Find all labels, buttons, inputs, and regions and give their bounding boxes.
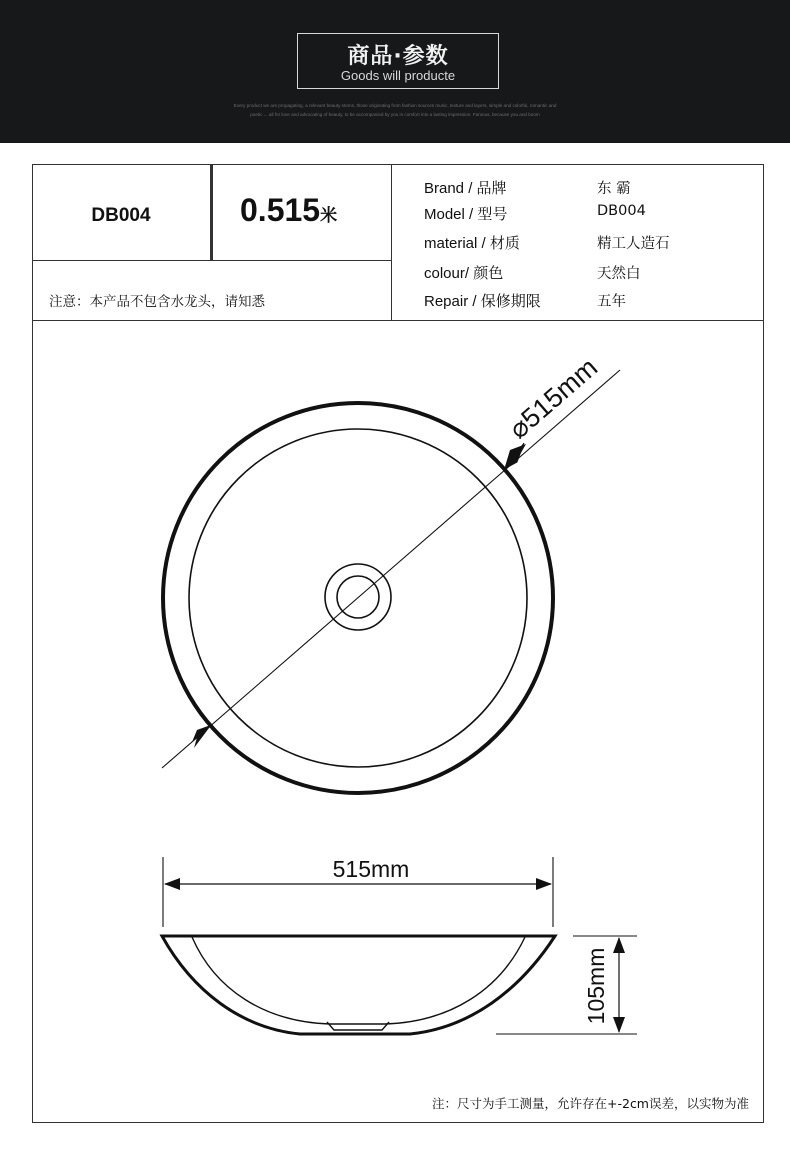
diameter-label: ⌀515mm [503,352,604,445]
side-view [162,856,637,1034]
spec-value-repair: 五年 [597,294,626,310]
basin-inner-profile [192,937,525,1024]
spec-value-model: DB004 [597,203,646,219]
size-unit: 米 [320,206,338,225]
faucet-note: 注意：本产品不包含水龙头，请知悉 [49,294,265,310]
spec-label-brand: Brand / 品牌 [424,180,507,197]
spec-label-colour: colour/ 颜色 [424,265,504,282]
diameter-arrow-upper-fill [504,444,526,470]
spec-label-material: material / 材质 [424,235,520,252]
spec-value-brand: 东 霸 [597,181,631,197]
tagline-line-2: poetic ... all for love and advocating of beauty, to be accompanied by you in comfort into a lasting impression. Famous, because you and boom [250,112,540,117]
spec-value-colour: 天然白 [597,266,641,282]
spec-value-material: 精工人造石 [597,236,670,252]
spec-label-repair: Repair / 保修期限 [424,293,541,310]
section-title: 商品·参数 [347,44,449,69]
measurement-footnote: 注：尺寸为手工测量，允许存在+-2cm误差，以实物为准 [432,1096,749,1111]
basin-outer-profile [162,936,555,1034]
height-label: 105mm [583,947,609,1025]
size-value: 0.515 [240,192,321,228]
spec-label-model: Model / 型号 [424,206,508,223]
drain-profile [327,1022,389,1030]
top-view [162,352,620,793]
width-label: 515mm [332,856,410,882]
section-subtitle: Goods will producte [340,68,456,83]
model-code: DB004 [91,205,151,226]
tagline-line-1: Every product we are propagating, a relevant beauty stems, those originating from fashion sources music, texture and layers, simple and colorful, romantic and [233,103,557,108]
